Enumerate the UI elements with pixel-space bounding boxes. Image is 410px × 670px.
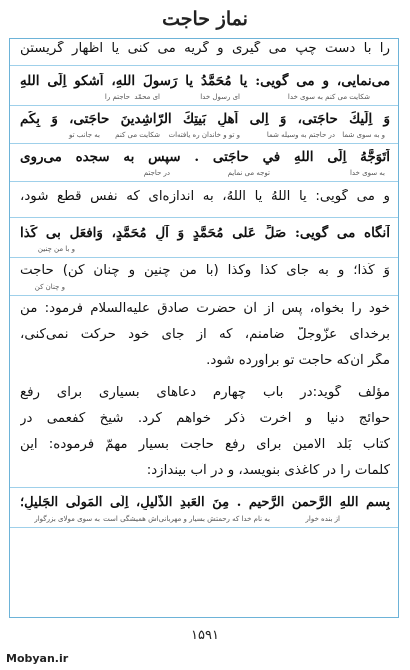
text-line-7: وَ كَذا؛ و به جای كذا وكذا (با من چنین و چنان کن) حاجت	[20, 263, 390, 278]
text-line-15: بِسمِ اللهِ الرَّحمنِ الرَّحیمِ . مِنَ العَبدِ الذَّلیلِ، اِلَی المَولَی الجَلیلِ؛	[20, 495, 390, 510]
line-rule	[10, 257, 398, 258]
gloss: به جانب تو	[69, 131, 100, 139]
gloss-row-1	[20, 93, 390, 105]
text-line-8: خود را بخواه، پس از آن حضرت صادق علیه‌السلام فرمود: من	[20, 301, 390, 316]
line-rule	[10, 295, 398, 296]
line-rule	[10, 143, 398, 144]
text-line-1: را با دست چپ می گیری و گریه می کنی یا اظهار گریستن	[20, 41, 390, 56]
line-rule	[10, 487, 398, 488]
gloss: و چنان کن	[34, 283, 65, 291]
line-rule	[10, 181, 398, 182]
gloss-row-6	[20, 515, 390, 527]
text-line-11: مؤلّف گوید:در باب چهارم دعاهای بسیاری برای رفع	[20, 385, 390, 400]
gloss: ای محمّد	[134, 93, 160, 101]
text-frame	[9, 38, 399, 618]
text-line-12: حوائج دنیا و آخرت ذکر خواهم کرد. شیخ کفعمی در	[20, 411, 390, 426]
line-rule	[10, 65, 398, 66]
gloss-row-3	[20, 169, 390, 181]
text-line-9: برخدای عزّوجلّ ضامنم، که از جای خود حرکت نمی‌کنی،	[20, 327, 390, 342]
gloss-row-4	[20, 245, 390, 257]
gloss: به سوی خدا	[349, 169, 385, 177]
line-rule	[10, 217, 398, 218]
gloss: در حاجتم	[143, 169, 170, 177]
text-line-5: و می گویی: یا اللهُ یا اللهُ، به اندازه‌ای که نفس قطع شود،	[20, 189, 390, 204]
gloss: توجه می نمایم	[227, 169, 270, 177]
gloss-row-2	[20, 131, 390, 143]
gloss: ای رسول خدا	[200, 93, 240, 101]
gloss: به سوی مولای بزرگوار	[34, 515, 100, 523]
text-line-10: مگر آن‌که حاجت تو برآورده شود.	[206, 353, 390, 368]
gloss: و به سوی شما	[342, 131, 385, 139]
page-number: ۱۵۹۱	[191, 628, 219, 643]
gloss: حاجتم را	[104, 93, 130, 101]
gloss-row-5	[20, 283, 390, 295]
text-line-2: می‌نمایی، و می گویی: یا مُحَمَّدُ یا رَسولَ اللهِ، اَشکو اِلَی اللهِ	[20, 73, 390, 89]
gloss: از بنده خوار	[305, 515, 340, 523]
gloss: و تو و خاندان ره یافته‌ات	[168, 131, 240, 139]
text-line-3: وَ اِلَیكَ حاجَتی، وَ اِلی اَهلِ بَیتِكَ الرّاشِدینَ حاجَتی، وَ بِكُم	[20, 111, 390, 127]
gloss: شکایت می کنم	[115, 131, 160, 139]
gloss: شکایت می کنم به سوی خدا	[287, 93, 370, 101]
line-rule	[10, 105, 398, 106]
gloss: در حاجتم به وسیله شما	[266, 131, 335, 139]
gloss: به نام خدا که رحمتش بسیار و مهربانی‌اش همیشگی است	[103, 515, 270, 523]
site-watermark: Mobyan.ir	[6, 652, 69, 665]
text-line-4: اَتَوَجَّهُ اِلَی اللهِ في حاجَتی . سپس به سجده می‌روی	[20, 149, 390, 165]
line-rule	[10, 527, 398, 528]
text-line-13: کتاب بَلَد الامین برای رفع حاجت بسیار مهمّ فرموده: این	[20, 437, 390, 452]
text-line-14: کلمات را در کاغذی بنویسد، و در آب بیندازد:	[146, 463, 390, 478]
page-title: نماز حاجت	[162, 8, 248, 30]
gloss: و با من چنین	[37, 245, 75, 253]
text-line-6: آنگاه می گویی: صَلِّ عَلی مُحَمَّدٍ وَ آلِ مُحَمَّدٍ، وَافعَل بی كَذا	[20, 225, 390, 241]
